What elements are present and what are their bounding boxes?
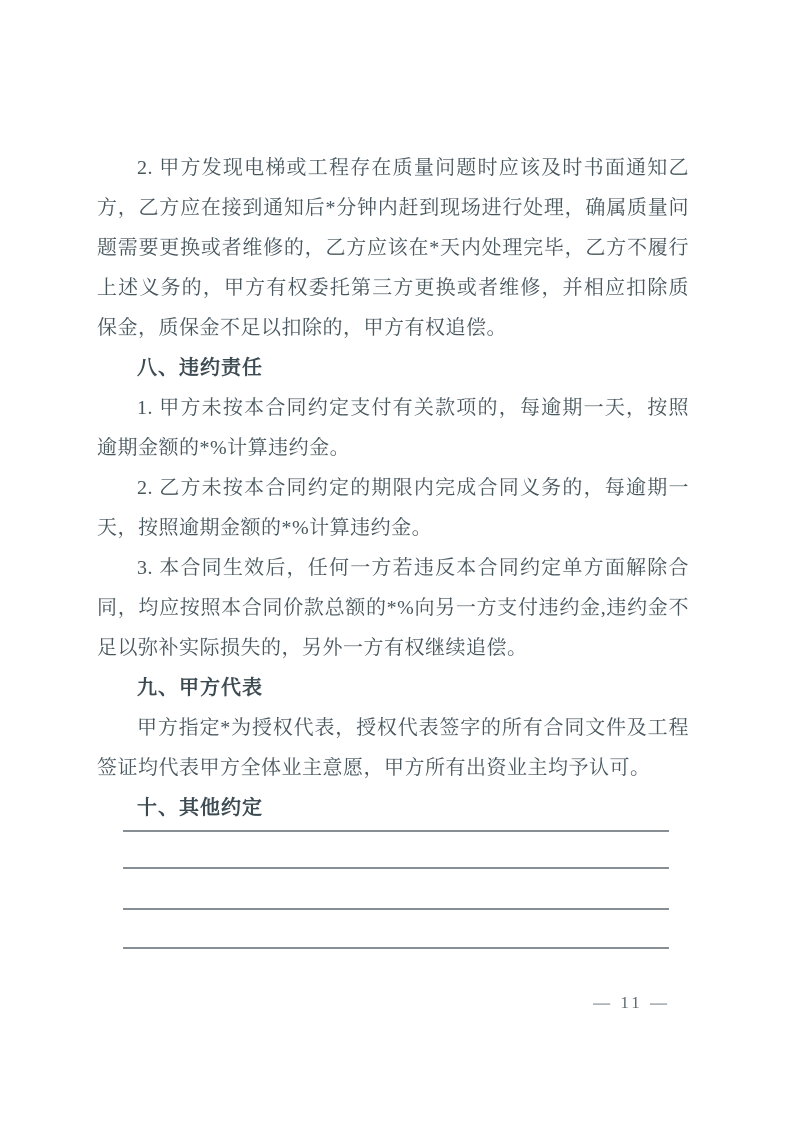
clause-quality-issue: 2. 甲方发现电梯或工程存在质量问题时应该及时书面通知乙方，乙方应在接到通知后*分钟内赶到现场进行处理，确属质量问题需要更换或者维修的，乙方应该在*天内处理完毕，乙方不履行上述义务的，甲方有权委托第三方更换或者维修，并相应扣除质保金，质保金不足以扣除的，甲方有权追偿。 bbox=[97, 157, 689, 339]
page-number: — 11 — bbox=[593, 993, 670, 1012]
fill-in-line bbox=[123, 867, 669, 869]
fill-in-line bbox=[123, 908, 669, 910]
clause-breach-party-a: 1. 甲方未按本合同约定支付有关款项的，每逾期一天，按照逾期金额的*%计算违约金。 bbox=[97, 397, 689, 459]
section-heading-party-a-representative: 九、甲方代表 bbox=[137, 677, 263, 699]
clause-authorized-representative: 甲方指定*为授权代表，授权代表签字的所有合同文件及工程签证均代表甲方全体业主意愿，甲方所有出资业主均予认可。 bbox=[97, 717, 689, 779]
section-heading-breach-liability: 八、违约责任 bbox=[137, 357, 263, 379]
fill-in-line bbox=[123, 947, 669, 949]
clause-unilateral-termination: 3. 本合同生效后，任何一方若违反本合同约定单方面解除合同，均应按照本合同价款总额的*%向另一方支付违约金,违约金不足以弥补实际损失的，另外一方有权继续追偿。 bbox=[97, 557, 689, 659]
section-heading-other-agreements: 十、其他约定 bbox=[137, 797, 263, 819]
clause-breach-party-b: 2. 乙方未按本合同约定的期限内完成合同义务的，每逾期一天，按照逾期金额的*%计算违约金。 bbox=[97, 477, 689, 539]
fill-in-line bbox=[123, 830, 669, 832]
